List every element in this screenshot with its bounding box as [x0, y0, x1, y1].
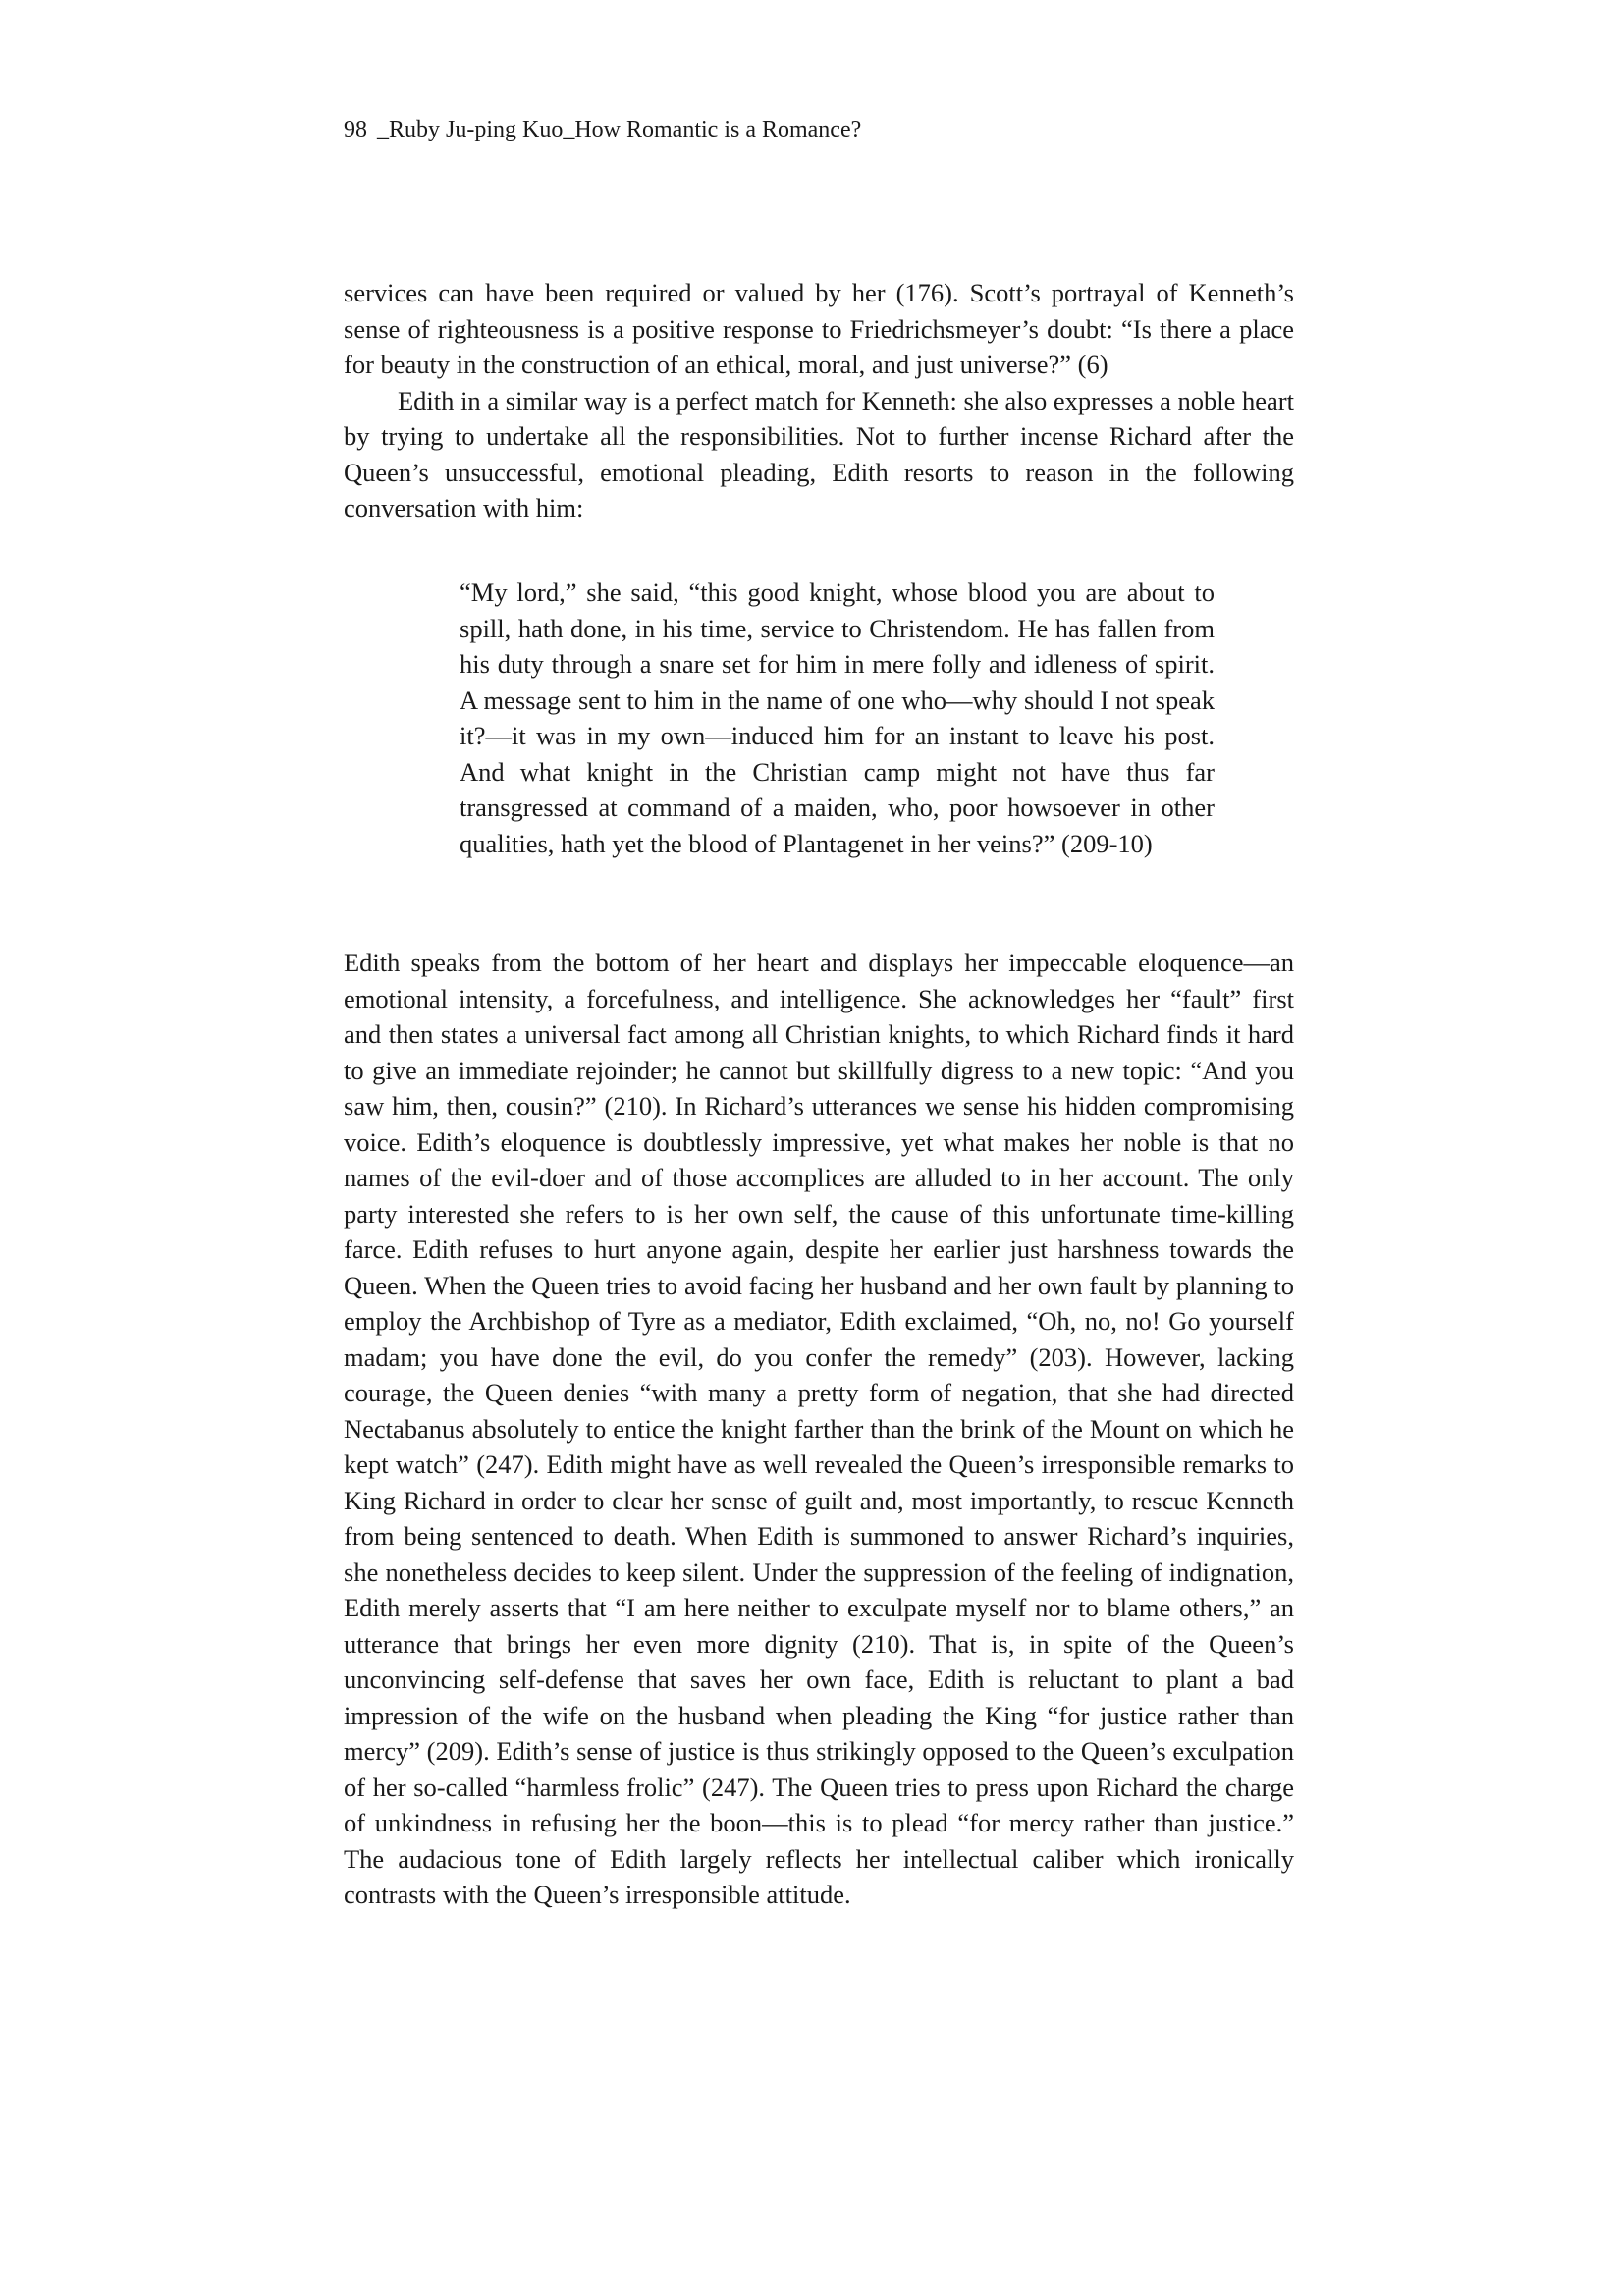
paragraph-continuation: services can have been required or valued by her (176). Scott’s portrayal of Kenneth’s sense of righteousness is a positive response to Friedrichsmeyer’s doubt: “Is there a place for beauty in the construction of an ethical, moral, and just universe?” (6) — [344, 278, 1294, 379]
running-title: _Ruby Ju-ping Kuo_How Romantic is a Romance? — [377, 117, 862, 142]
page-number: 98 — [344, 117, 367, 142]
block-quote: “My lord,” she said, “this good knight, whose blood you are about to spill, hath done, in his time, service to Christendom. He has fallen from his duty through a snare set for him in mere folly and idleness of spirit. A message sent to him in the name of one who—why should I not speak it?—it was in my own—induced him for an instant to leave his post. And what knight in the Christian camp might not have thus far transgressed at command of a maiden, who, poor howsoever in other qualities, hath yet the blood of Plantagenet in her veins?” (209-10) — [460, 577, 1215, 858]
text-block-bottom — [344, 945, 1294, 1913]
paragraph-edith-analysis: Edith speaks from the bottom of her heart and displays her impeccable eloquence—an emotional intensity, a forcefulness, and intelligence. She acknowledges her “fault” first and then states a universal fact among all Christian knights, to which Richard finds it hard to give an immediate rejoinder; he cannot but skillfully digress to a new topic: “And you saw him, then, cousin?” (210). In Richard’s utterances we sense his hidden compromising voice. Edith’s eloquence is doubtlessly impressive, yet what makes her noble is that no names of the evil-doer and of those accomplices are alluded to in her account. The only party interested she refers to is her own self, the cause of this unfortunate time-killing farce. Edith refuses to hurt anyone again, despite her earlier just harshness towards the Queen. When the Queen tries to avoid facing her husband and her own fault by planning to employ the Archbishop of Tyre as a mediator, Edith exclaimed, “Oh, no, no! Go yourself madam; you have done the evil, do you confer the remedy” (203). However, lacking courage, the Queen denies “with many a pretty form of negation, that she had directed Nectabanus absolutely to entice the knight farther than the brink of the Mount on which he kept watch” (247). Edith might have as well revealed the Queen’s irresponsible remarks to King Richard in order to clear her sense of guilt and, most importantly, to rescue Kenneth from being sentenced to death. When Edith is summoned to answer Richard’s inquiries, she nonetheless decides to keep silent. Under the suppression of the feeling of indignation, Edith merely asserts that “I am here neither to exculpate myself nor to blame others,” an utterance that brings her even more dignity (210). That is, in spite of the Queen’s unconvincing self-defense that saves her own face, Edith is reluctant to plant a bad impression of the wife on the husband when pleading the King “for justice rather than mercy” (209). Edith’s sense of justice is thus strikingly opposed to the Queen’s exculpation of her so-called “harmless frolic” (247). The Queen tries to press upon Richard the charge of unkindness in refusing her the boon—this is to plead “for mercy rather than justice.” The audacious tone of Edith largely reflects her intellectual caliber which ironically contrasts with the Queen’s irresponsible attitude. — [344, 948, 1294, 1909]
text-block-top — [344, 275, 1294, 526]
paragraph-edith-intro: Edith in a similar way is a perfect match for Kenneth: she also expresses a noble heart by trying to undertake all the responsibilities. Not to further incense Richard after the Queen’s unsuccessful, emotional pleading, Edith resorts to reason in the following conversation with him: — [344, 385, 1294, 522]
running-header — [344, 114, 861, 145]
